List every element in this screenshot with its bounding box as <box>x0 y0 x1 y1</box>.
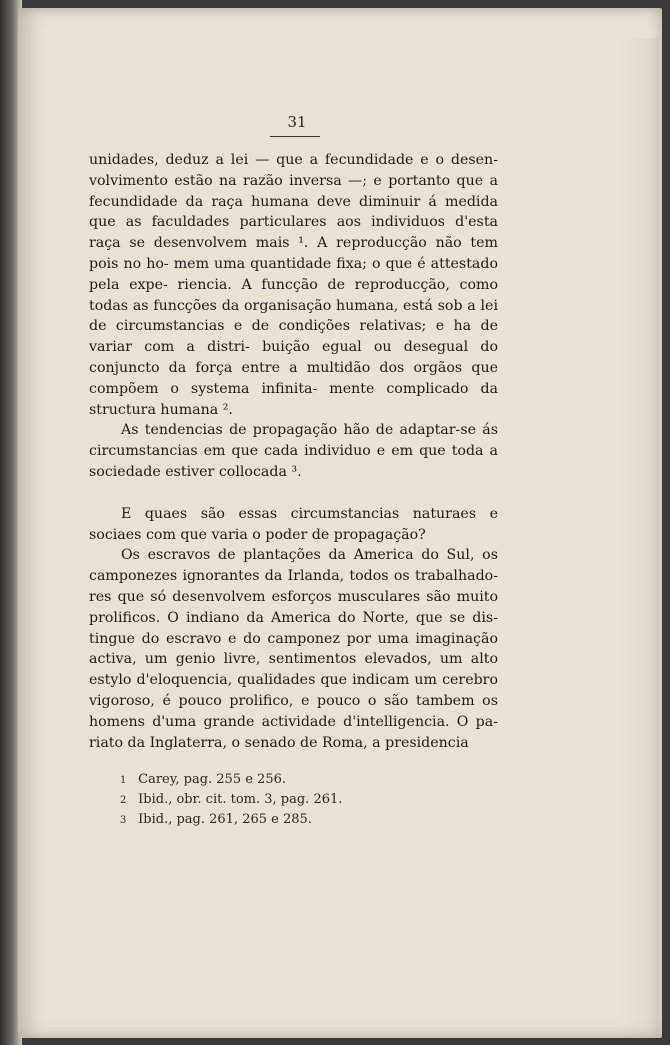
text-line: multidão dos orgãos que compõem o systema infinita- <box>89 359 498 397</box>
text-line: fecundidade da raça humana deve diminuir á medida que <box>89 193 498 231</box>
footnote-number: 3 <box>120 815 127 826</box>
footnote <box>120 790 420 810</box>
page-shading <box>618 38 658 1038</box>
paragraph-gap <box>89 483 498 504</box>
footnotes <box>120 770 420 830</box>
text-line: circumstancias em que cada individuo e em que toda a <box>89 443 498 460</box>
paragraph <box>89 545 498 753</box>
text-line: riato da Inglaterra, o senado de Roma, a presidencia <box>89 734 469 751</box>
footnote-text: Ibid., pag. 261, 265 e 285. <box>138 812 312 827</box>
header-rule <box>270 136 320 137</box>
text-line: E quaes são essas circumstancias naturaes e sociaes <box>89 505 498 543</box>
text-line: buição egual ou desegual do conjuncto da força entre a <box>89 339 498 376</box>
text-line: com que varia o poder de propagação? <box>145 526 426 543</box>
text-line: Os escravos de plantações da America do Sul, os <box>121 547 498 564</box>
footnote-number: 1 <box>120 775 127 786</box>
text-line: desenvolvem mais ¹. A reproducção não tem pois no ho- <box>89 235 498 272</box>
text-line: tingue do escravo e do camponez por uma imaginação <box>89 630 498 647</box>
paragraph <box>89 150 498 420</box>
footnote-text: Carey, pag. 255 e 256. <box>138 772 287 787</box>
text-line: camponezes ignorantes da Irlanda, todos os trabalhado- <box>89 568 498 585</box>
footnote <box>120 810 420 830</box>
text-line: vigoroso, é pouco prolifico, e pouco o são tambem os <box>89 692 498 709</box>
text-line: res que só desenvolvem esforços musculares são muito <box>89 588 498 605</box>
page-number: 31 <box>287 113 307 131</box>
text-line: riencia. A funcção de reproducção, como todas as funcções <box>89 276 499 314</box>
text-line: mem uma quantidade fixa; o que é attestado pela expe- <box>89 255 498 293</box>
text-line: activa, um genio livre, sentimentos elevados, um alto <box>89 651 498 668</box>
text-line: da organisação humana, está sob a lei de circumstancias <box>89 297 498 335</box>
text-line: homens d'uma grande actividade d'intelligencia. O pa- <box>89 713 498 730</box>
text-line: unidades, deduz a lei — que a fecundidade e o desen- <box>89 152 498 168</box>
text-line: prolificos. O indiano da America do Norte, que se dis- <box>89 609 498 626</box>
text-line: e de condições relativas; e ha de variar com a distri- <box>89 318 498 356</box>
footnote-number: 2 <box>120 795 127 806</box>
text-line: volvimento estão na razão inversa —; e portanto que a <box>89 172 498 189</box>
text-line: estylo d'eloquencia, qualidades que indicam um cerebro <box>89 672 498 689</box>
body-text <box>89 150 498 753</box>
text-line: sociedade estiver collocada ³. <box>89 463 302 480</box>
footnote <box>120 770 420 790</box>
text-line: mente complicado da structura humana ². <box>89 380 499 418</box>
paragraph <box>89 420 498 482</box>
footnote-text: Ibid., obr. cit. tom. 3, pag. 261. <box>138 792 343 807</box>
text-line: as faculdades particulares aos individuos d'esta raça se <box>89 214 498 252</box>
paragraph <box>89 504 498 546</box>
text-line: As tendencias de propagação hão de adaptar-se ás <box>121 422 498 439</box>
